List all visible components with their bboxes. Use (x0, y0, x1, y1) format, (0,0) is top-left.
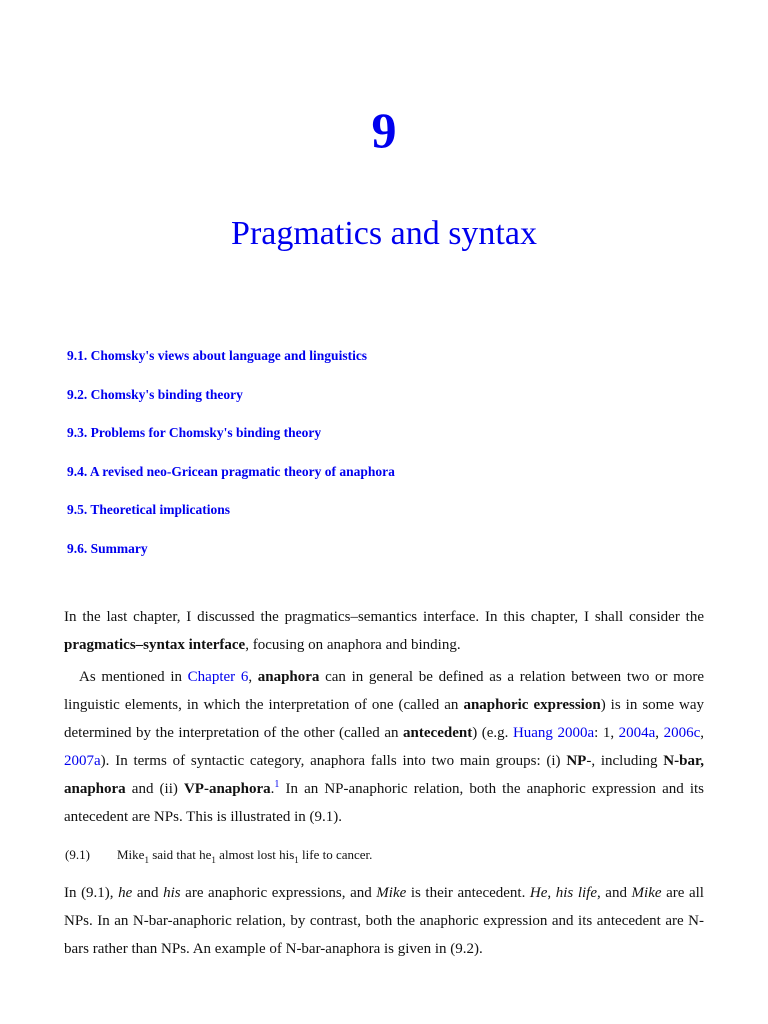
index-subscript: 1 (144, 855, 149, 865)
toc-item-number: 9.4. (67, 463, 88, 479)
example-number: (9.1) (65, 847, 90, 862)
citation-huang-2000a-link[interactable]: Huang 2000a (512, 725, 595, 741)
body-text-continued (64, 879, 704, 963)
text: In an NP-anaphoric relation, both the anaphoric expression and its antecedent are NPs. This is illustrated in (9.1). (64, 781, 705, 825)
text: and (ii) (125, 781, 184, 797)
text: , (547, 885, 556, 901)
text: is their antecedent. (406, 885, 530, 901)
index-subscript: 1 (294, 855, 299, 865)
term-np: NP (566, 753, 587, 769)
toc-item-number: 9.6. (67, 540, 88, 556)
term-pragmatics-syntax-interface: pragmatics–syntax interface (64, 637, 246, 653)
italic-mike: Mike (376, 885, 407, 901)
text: are anaphoric expressions, and (180, 885, 377, 901)
citation-2006c-link[interactable]: 2006c (663, 725, 701, 741)
italic-he-capital: He (529, 885, 548, 901)
toc-item-title: Theoretical implications (90, 502, 231, 518)
toc-item-number: 9.5. (67, 502, 88, 518)
toc-item-title: Summary (90, 540, 148, 556)
text: , focusing on anaphora and binding. (245, 637, 461, 653)
toc-item-9-6[interactable] (67, 536, 395, 575)
text: In (9.1), (64, 885, 119, 901)
text: can in general be defined as a relation between two or more linguistic elements, in which the interpretation of one (called an (64, 669, 704, 713)
paragraph-anaphora (64, 663, 704, 831)
index-subscript: 1 (211, 855, 216, 865)
chapter-6-link[interactable]: Chapter 6 (187, 669, 249, 685)
text: : 1, (594, 725, 619, 741)
toc-item-number: 9.1. (67, 348, 88, 363)
text: , (248, 669, 258, 685)
body-text (64, 603, 704, 831)
toc-item-9-2[interactable] (67, 382, 395, 421)
text: ) (e.g. (472, 725, 513, 741)
paragraph-intro (64, 603, 704, 659)
footnote-1-link[interactable]: 1 (274, 779, 280, 790)
text: -, including (586, 753, 664, 769)
italic-his: his (163, 885, 181, 901)
citation-2007a-link[interactable]: 2007a (64, 753, 101, 769)
table-of-contents (67, 343, 395, 575)
text: ). In terms of syntactic category, anaphora falls into two main groups: (i) (100, 753, 567, 769)
text: ) is in some way determined by the interpretation of the other (called an (64, 697, 704, 741)
term-antecedent: antecedent (403, 725, 473, 741)
italic-he: he (118, 885, 133, 901)
toc-item-number: 9.3. (67, 425, 88, 441)
term-n-bar-anaphora: N-bar, anaphora (64, 753, 704, 797)
toc-item-title: Chomsky's binding theory (90, 386, 243, 402)
example-text: said that he (148, 847, 212, 862)
text: , (655, 725, 664, 741)
paragraph-example-discussion (64, 879, 704, 963)
text: , and (596, 885, 632, 901)
italic-mike: Mike (631, 885, 662, 901)
toc-item-9-1[interactable] (67, 343, 395, 382)
example-text: Mike (117, 847, 145, 862)
term-anaphoric-expression: anaphoric expression (463, 697, 601, 713)
italic-his-life: his life (555, 885, 597, 901)
toc-item-9-3[interactable] (67, 420, 395, 459)
term-vp-anaphora: VP-anaphora (183, 781, 271, 797)
term-anaphora: anaphora (257, 669, 320, 685)
text: , (700, 725, 705, 741)
chapter-number: 9 (371, 102, 397, 158)
toc-item-9-4[interactable] (67, 459, 395, 498)
toc-item-title: A revised neo-Gricean pragmatic theory of anaphora (89, 463, 395, 479)
text: are all NPs. In an N-bar-anaphoric relation, by contrast, both the anaphoric expression and its antecedent are N-bars rather than NPs. An example of N-bar-anaphora is given in (9.2). (64, 885, 704, 957)
toc-item-9-5[interactable] (67, 497, 395, 536)
example-text: almost lost his (215, 847, 295, 862)
text: In the last chapter, I discussed the pragmatics–semantics interface. In this chapter, I shall consider the (64, 609, 704, 625)
toc-item-title: Chomsky's views about language and linguistics (90, 348, 368, 363)
example-9-1 (65, 844, 372, 866)
chapter-title: Pragmatics and syntax (231, 215, 537, 252)
citation-2004a-link[interactable]: 2004a (618, 725, 656, 741)
text: and (132, 885, 164, 901)
toc-item-title: Problems for Chomsky's binding theory (90, 425, 322, 441)
text: . (270, 781, 275, 797)
toc-item-number: 9.2. (67, 386, 88, 402)
text: As mentioned in (79, 669, 188, 685)
example-text: life to cancer. (298, 847, 373, 862)
